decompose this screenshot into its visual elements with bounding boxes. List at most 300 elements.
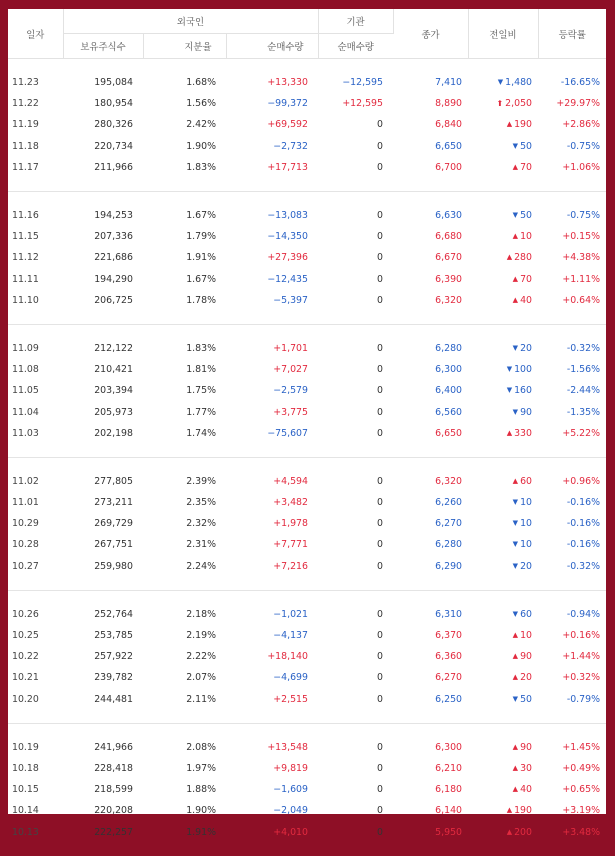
- inst-net-cell: 0: [377, 497, 383, 509]
- close-cell: 6,320: [435, 294, 462, 306]
- date-cell: 11.22: [12, 98, 39, 110]
- header-change: 전일비: [468, 9, 538, 59]
- rate-cell: -0.32%: [566, 560, 600, 572]
- change-value: 30: [520, 762, 532, 774]
- header-rate: 등락률: [538, 9, 606, 59]
- table-row: [8, 646, 606, 667]
- group-spacer: [8, 458, 606, 471]
- table-header: [8, 9, 606, 59]
- ratio-cell: 1.91%: [186, 252, 216, 264]
- change-cell: [468, 93, 538, 114]
- close-cell: 6,300: [435, 364, 462, 376]
- change-value: 200: [514, 826, 532, 838]
- date-cell: 11.10: [12, 294, 39, 306]
- holdings-cell: 218,599: [94, 784, 133, 796]
- rate-cell: -1.35%: [566, 406, 600, 418]
- ratio-cell: 1.74%: [186, 427, 216, 439]
- rate-cell: +1.11%: [562, 273, 600, 285]
- triangle-up-icon: ▲: [512, 631, 519, 640]
- change-cell: [468, 821, 538, 842]
- table-row: [8, 93, 606, 114]
- close-cell: 6,840: [435, 119, 462, 131]
- triangle-down-icon: ▼: [512, 498, 519, 507]
- close-cell: 6,670: [435, 252, 462, 264]
- triangle-up-icon: ▲: [506, 806, 513, 815]
- rate-cell: +2.86%: [562, 119, 600, 131]
- header-holdings: 보유주식수: [63, 34, 143, 59]
- group-spacer: [8, 325, 606, 338]
- inst-net-cell: 0: [377, 475, 383, 487]
- change-cell: [468, 779, 538, 800]
- change-value: 20: [520, 672, 532, 684]
- table-row: [8, 157, 606, 178]
- foreign-net-cell: −2,579: [273, 385, 308, 397]
- rate-cell: -1.56%: [566, 364, 600, 376]
- triangle-down-icon: ▼: [512, 519, 519, 528]
- foreign-net-cell: +4,010: [273, 826, 308, 838]
- rate-cell: +0.65%: [562, 784, 600, 796]
- foreign-net-cell: +27,396: [267, 252, 308, 264]
- header-date: 일자: [8, 9, 63, 59]
- rate-cell: -0.75%: [566, 210, 600, 222]
- date-cell: 10.13: [12, 826, 39, 838]
- holdings-cell: 211,966: [94, 161, 133, 173]
- change-cell: [468, 737, 538, 758]
- date-cell: 10.29: [12, 518, 39, 530]
- rate-cell: +0.96%: [562, 475, 600, 487]
- holdings-cell: 277,805: [94, 475, 133, 487]
- ratio-cell: 1.83%: [186, 342, 216, 354]
- inst-net-cell: 0: [377, 273, 383, 285]
- table-row: [8, 205, 606, 226]
- close-cell: 6,700: [435, 161, 462, 173]
- change-cell: [468, 269, 538, 290]
- change-value: 90: [520, 741, 532, 753]
- date-cell: 11.17: [12, 161, 39, 173]
- date-cell: 11.01: [12, 497, 39, 509]
- ratio-cell: 1.88%: [186, 784, 216, 796]
- change-value: 10: [520, 630, 532, 642]
- foreign-net-cell: −1,609: [273, 784, 308, 796]
- header-foreign: 외국인: [63, 9, 318, 34]
- change-value: 190: [514, 119, 532, 131]
- rate-cell: +0.16%: [562, 630, 600, 642]
- change-cell: [468, 72, 538, 93]
- table-row: [8, 492, 606, 513]
- group-spacer: [8, 710, 606, 723]
- rate-cell: -16.65%: [560, 77, 600, 89]
- change-cell: [468, 359, 538, 380]
- holdings-cell: 239,782: [94, 672, 133, 684]
- ratio-cell: 2.22%: [186, 651, 216, 663]
- holdings-cell: 195,084: [94, 77, 133, 89]
- foreign-net-cell: +4,594: [273, 475, 308, 487]
- inst-net-cell: 0: [377, 693, 383, 705]
- table-row: [8, 338, 606, 359]
- date-cell: 10.19: [12, 741, 39, 753]
- change-cell: [468, 646, 538, 667]
- triangle-down-icon: ▼: [512, 561, 519, 570]
- close-cell: 8,890: [435, 98, 462, 110]
- holdings-cell: 205,973: [94, 406, 133, 418]
- table-row: [8, 401, 606, 422]
- ratio-cell: 1.90%: [186, 805, 216, 817]
- triangle-down-icon: ▼: [512, 343, 519, 352]
- foreign-net-cell: +7,216: [273, 560, 308, 572]
- holdings-cell: 194,253: [94, 210, 133, 222]
- date-cell: 10.20: [12, 693, 39, 705]
- foreign-net-cell: +13,548: [267, 741, 308, 753]
- investor-trend-table: [8, 9, 606, 856]
- table-row: [8, 779, 606, 800]
- ratio-cell: 1.83%: [186, 161, 216, 173]
- triangle-up-icon: ▲: [512, 785, 519, 794]
- rate-cell: +3.19%: [562, 805, 600, 817]
- close-cell: 6,290: [435, 560, 462, 572]
- rate-cell: +0.64%: [562, 294, 600, 306]
- table-row: [8, 689, 606, 710]
- change-value: 60: [520, 475, 532, 487]
- rate-cell: +0.49%: [562, 762, 600, 774]
- change-cell: [468, 423, 538, 444]
- inst-net-cell: 0: [377, 210, 383, 222]
- inst-net-cell: 0: [377, 342, 383, 354]
- ratio-cell: 2.39%: [186, 475, 216, 487]
- triangle-up-icon: ▲: [512, 673, 519, 682]
- change-value: 100: [514, 364, 532, 376]
- change-value: 60: [520, 608, 532, 620]
- table-row: [8, 72, 606, 93]
- table-row: [8, 114, 606, 135]
- change-value: 190: [514, 805, 532, 817]
- rate-cell: -0.32%: [566, 342, 600, 354]
- table-row: [8, 247, 606, 268]
- triangle-up-icon: ▲: [506, 253, 513, 262]
- foreign-net-cell: +7,771: [273, 539, 308, 551]
- inst-net-cell: 0: [377, 406, 383, 418]
- triangle-down-icon: ▼: [512, 540, 519, 549]
- date-cell: 10.21: [12, 672, 39, 684]
- foreign-net-cell: +17,713: [267, 161, 308, 173]
- ratio-cell: 1.56%: [186, 98, 216, 110]
- rate-cell: +5.22%: [562, 427, 600, 439]
- foreign-net-cell: −1,021: [273, 608, 308, 620]
- inst-net-cell: 0: [377, 762, 383, 774]
- foreign-net-cell: −5,397: [273, 294, 308, 306]
- change-cell: [468, 689, 538, 710]
- change-cell: [468, 226, 538, 247]
- holdings-cell: 207,336: [94, 231, 133, 243]
- rate-cell: -0.75%: [566, 140, 600, 152]
- close-cell: 6,310: [435, 608, 462, 620]
- table-row: [8, 821, 606, 842]
- ratio-cell: 1.97%: [186, 762, 216, 774]
- rate-cell: -2.44%: [566, 385, 600, 397]
- rate-cell: -0.16%: [566, 518, 600, 530]
- table-row: [8, 136, 606, 157]
- triangle-down-icon: ▼: [506, 365, 513, 374]
- change-cell: [468, 513, 538, 534]
- close-cell: 6,650: [435, 427, 462, 439]
- close-cell: 6,390: [435, 273, 462, 285]
- ratio-cell: 1.67%: [186, 210, 216, 222]
- date-cell: 11.02: [12, 475, 39, 487]
- ratio-cell: 2.19%: [186, 630, 216, 642]
- holdings-cell: 212,122: [94, 342, 133, 354]
- triangle-up-icon: ▲: [512, 763, 519, 772]
- ratio-cell: 1.91%: [186, 826, 216, 838]
- foreign-net-cell: +9,819: [273, 762, 308, 774]
- change-cell: [468, 800, 538, 821]
- date-cell: 10.22: [12, 651, 39, 663]
- ratio-cell: 2.11%: [186, 693, 216, 705]
- foreign-net-cell: +69,592: [267, 119, 308, 131]
- close-cell: 6,650: [435, 140, 462, 152]
- holdings-cell: 253,785: [94, 630, 133, 642]
- triangle-up-icon: ▲: [512, 162, 519, 171]
- change-cell: [468, 380, 538, 401]
- close-cell: 6,280: [435, 539, 462, 551]
- date-cell: 11.23: [12, 77, 39, 89]
- close-cell: 6,630: [435, 210, 462, 222]
- inst-net-cell: 0: [377, 539, 383, 551]
- table-row: [8, 380, 606, 401]
- inst-net-cell: 0: [377, 231, 383, 243]
- group-spacer: [8, 311, 606, 324]
- change-cell: [468, 492, 538, 513]
- holdings-cell: 220,208: [94, 805, 133, 817]
- change-cell: [468, 136, 538, 157]
- investor-trend-panel: [8, 9, 606, 838]
- holdings-cell: 269,729: [94, 518, 133, 530]
- close-cell: 6,360: [435, 651, 462, 663]
- ratio-cell: 1.81%: [186, 364, 216, 376]
- holdings-cell: 206,725: [94, 294, 133, 306]
- group-spacer: [8, 843, 606, 856]
- holdings-cell: 194,290: [94, 273, 133, 285]
- date-cell: 11.16: [12, 210, 39, 222]
- table-row: [8, 758, 606, 779]
- change-cell: [468, 401, 538, 422]
- triangle-down-icon: ▼: [512, 609, 519, 618]
- table-row: [8, 359, 606, 380]
- close-cell: 6,370: [435, 630, 462, 642]
- close-cell: 5,950: [435, 826, 462, 838]
- close-cell: 6,250: [435, 693, 462, 705]
- ratio-cell: 1.79%: [186, 231, 216, 243]
- foreign-net-cell: −12,435: [267, 273, 308, 285]
- date-cell: 10.26: [12, 608, 39, 620]
- close-cell: 6,260: [435, 497, 462, 509]
- rate-cell: +1.06%: [562, 161, 600, 173]
- change-value: 160: [514, 385, 532, 397]
- holdings-cell: 222,257: [94, 826, 133, 838]
- change-cell: [468, 205, 538, 226]
- triangle-up-icon: ▲: [512, 476, 519, 485]
- group-spacer: [8, 724, 606, 737]
- table-row: [8, 423, 606, 444]
- rate-cell: +3.48%: [562, 826, 600, 838]
- holdings-cell: 210,421: [94, 364, 133, 376]
- triangle-up-icon: ▲: [512, 232, 519, 241]
- rate-cell: +4.38%: [562, 252, 600, 264]
- inst-net-cell: 0: [377, 608, 383, 620]
- triangle-down-icon: ▼: [497, 78, 504, 87]
- triangle-up-icon: ▲: [506, 428, 513, 437]
- group-spacer: [8, 192, 606, 205]
- close-cell: 6,270: [435, 518, 462, 530]
- inst-net-cell: 0: [377, 784, 383, 796]
- change-cell: [468, 556, 538, 577]
- date-cell: 10.14: [12, 805, 39, 817]
- foreign-net-cell: +3,775: [273, 406, 308, 418]
- table-body: [8, 59, 606, 856]
- holdings-cell: 280,326: [94, 119, 133, 131]
- foreign-net-cell: +2,515: [273, 693, 308, 705]
- rate-cell: +1.44%: [562, 651, 600, 663]
- ratio-cell: 2.42%: [186, 119, 216, 131]
- date-cell: 11.18: [12, 140, 39, 152]
- change-value: 20: [520, 342, 532, 354]
- close-cell: 6,400: [435, 385, 462, 397]
- ratio-cell: 2.08%: [186, 741, 216, 753]
- change-cell: [468, 534, 538, 555]
- date-cell: 11.11: [12, 273, 39, 285]
- inst-net-cell: 0: [377, 630, 383, 642]
- foreign-net-cell: +3,482: [273, 497, 308, 509]
- foreign-net-cell: −75,607: [267, 427, 308, 439]
- date-cell: 11.05: [12, 385, 39, 397]
- inst-net-cell: −12,595: [342, 77, 383, 89]
- foreign-net-cell: −2,049: [273, 805, 308, 817]
- inst-net-cell: 0: [377, 119, 383, 131]
- table-row: [8, 471, 606, 492]
- close-cell: 6,680: [435, 231, 462, 243]
- holdings-cell: 252,764: [94, 608, 133, 620]
- ratio-cell: 1.78%: [186, 294, 216, 306]
- table-row: [8, 556, 606, 577]
- triangle-up-icon: ▲: [506, 827, 513, 836]
- ratio-cell: 1.67%: [186, 273, 216, 285]
- close-cell: 6,210: [435, 762, 462, 774]
- foreign-net-cell: −14,350: [267, 231, 308, 243]
- rate-cell: -0.16%: [566, 497, 600, 509]
- triangle-down-icon: ▼: [512, 141, 519, 150]
- group-spacer: [8, 444, 606, 457]
- close-cell: 6,280: [435, 342, 462, 354]
- change-value: 10: [520, 539, 532, 551]
- group-spacer: [8, 178, 606, 191]
- foreign-net-cell: +1,701: [273, 342, 308, 354]
- change-value: 70: [520, 161, 532, 173]
- inst-net-cell: 0: [377, 140, 383, 152]
- table-row: [8, 513, 606, 534]
- rate-cell: -0.16%: [566, 539, 600, 551]
- inst-net-cell: 0: [377, 805, 383, 817]
- change-value: 10: [520, 231, 532, 243]
- inst-net-cell: 0: [377, 518, 383, 530]
- change-cell: [468, 625, 538, 646]
- holdings-cell: 273,211: [94, 497, 133, 509]
- triangle-up-icon: ▲: [506, 120, 513, 129]
- rate-cell: +29.97%: [556, 98, 600, 110]
- change-value: 50: [520, 693, 532, 705]
- triangle-down-icon: ▼: [506, 386, 513, 395]
- ratio-cell: 2.24%: [186, 560, 216, 572]
- change-value: 2,050: [505, 98, 532, 110]
- header-close: 종가: [393, 9, 468, 59]
- change-value: 280: [514, 252, 532, 264]
- triangle-up-icon: ▲: [512, 652, 519, 661]
- change-value: 330: [514, 427, 532, 439]
- ratio-cell: 2.35%: [186, 497, 216, 509]
- holdings-cell: 257,922: [94, 651, 133, 663]
- ratio-cell: 2.18%: [186, 608, 216, 620]
- close-cell: 6,270: [435, 672, 462, 684]
- rate-cell: +0.32%: [562, 672, 600, 684]
- table-row: [8, 667, 606, 688]
- change-value: 20: [520, 560, 532, 572]
- triangle-up-icon: ▲: [512, 274, 519, 283]
- rate-cell: +1.45%: [562, 741, 600, 753]
- header-foreign-net: 순매수량: [226, 34, 318, 59]
- rate-cell: +0.15%: [562, 231, 600, 243]
- table-row: [8, 226, 606, 247]
- change-value: 10: [520, 518, 532, 530]
- change-cell: [468, 667, 538, 688]
- foreign-net-cell: +18,140: [267, 651, 308, 663]
- table-row: [8, 534, 606, 555]
- holdings-cell: 267,751: [94, 539, 133, 551]
- ratio-cell: 1.77%: [186, 406, 216, 418]
- date-cell: 11.19: [12, 119, 39, 131]
- foreign-net-cell: +1,978: [273, 518, 308, 530]
- change-cell: [468, 604, 538, 625]
- inst-net-cell: 0: [377, 385, 383, 397]
- date-cell: 11.15: [12, 231, 39, 243]
- close-cell: 6,180: [435, 784, 462, 796]
- ratio-cell: 1.68%: [186, 77, 216, 89]
- foreign-net-cell: −4,137: [273, 630, 308, 642]
- date-cell: 11.09: [12, 342, 39, 354]
- change-value: 40: [520, 784, 532, 796]
- inst-net-cell: 0: [377, 294, 383, 306]
- triangle-down-icon: ▼: [512, 407, 519, 416]
- inst-net-cell: 0: [377, 252, 383, 264]
- foreign-net-cell: −2,732: [273, 140, 308, 152]
- group-spacer: [8, 591, 606, 604]
- table-row: [8, 625, 606, 646]
- change-cell: [468, 758, 538, 779]
- close-cell: 6,560: [435, 406, 462, 418]
- date-cell: 10.18: [12, 762, 39, 774]
- header-inst-net: 순매수량: [318, 34, 393, 59]
- header-ratio: 지분율: [143, 34, 226, 59]
- date-cell: 10.15: [12, 784, 39, 796]
- foreign-net-cell: +7,027: [273, 364, 308, 376]
- ratio-cell: 2.32%: [186, 518, 216, 530]
- date-cell: 10.27: [12, 560, 39, 572]
- inst-net-cell: 0: [377, 672, 383, 684]
- inst-net-cell: 0: [377, 651, 383, 663]
- change-cell: [468, 338, 538, 359]
- holdings-cell: 221,686: [94, 252, 133, 264]
- date-cell: 11.12: [12, 252, 39, 264]
- ratio-cell: 1.90%: [186, 140, 216, 152]
- change-value: 70: [520, 273, 532, 285]
- holdings-cell: 203,394: [94, 385, 133, 397]
- holdings-cell: 202,198: [94, 427, 133, 439]
